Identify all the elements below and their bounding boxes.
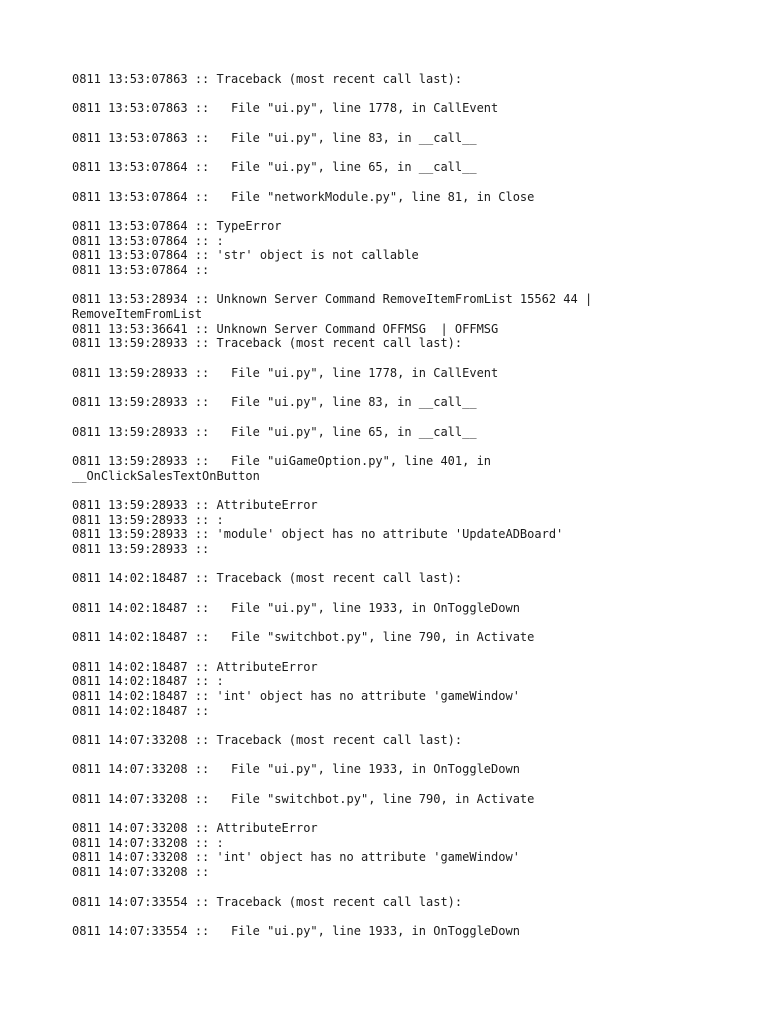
log-line: 0811 13:59:28933 :: File "ui.py", line 1778, in CallEvent [72, 365, 499, 380]
blank-line [72, 410, 692, 425]
log-line: 0811 14:07:33208 :: File "switchbot.py", line 790, in Activate [72, 791, 535, 806]
log-line: 0811 13:53:07864 :: TypeError [72, 218, 282, 233]
blank-line [72, 439, 692, 454]
log-line: 0811 13:53:07864 :: File "networkModule.py", line 81, in Close [72, 189, 535, 204]
blank-line [72, 718, 692, 733]
blank-line [72, 615, 692, 630]
log-line: 0811 13:59:28933 :: File "ui.py", line 65, in __call__ [72, 424, 477, 439]
log-line: 0811 14:02:18487 :: [72, 703, 210, 718]
log-line: 0811 14:07:33208 :: File "ui.py", line 1933, in OnToggleDown [72, 762, 520, 777]
blank-line [72, 351, 692, 366]
blank-line [72, 557, 692, 572]
log-line: 0811 13:53:36641 :: Unknown Server Command OFFMSG | OFFMSG [72, 321, 499, 336]
blank-line [72, 645, 692, 660]
log-line: 0811 13:53:07864 :: 'str' object is not callable [72, 248, 419, 263]
blank-line [72, 483, 692, 498]
log-line: 0811 14:07:33208 :: : [72, 835, 224, 850]
blank-line [72, 586, 692, 601]
log-line: 0811 13:53:07863 :: File "ui.py", line 83, in __call__ [72, 130, 477, 145]
log-line: 0811 14:07:33554 :: Traceback (most recent call last): [72, 894, 463, 909]
log-line: 0811 14:02:18487 :: Traceback (most recent call last): [72, 571, 463, 586]
log-line: 0811 13:53:07864 :: File "ui.py", line 65, in __call__ [72, 160, 477, 175]
log-line: 0811 13:59:28933 :: AttributeError [72, 497, 318, 512]
blank-line [72, 909, 692, 924]
log-line: 0811 14:02:18487 :: : [72, 674, 224, 689]
log-line: 0811 14:02:18487 :: AttributeError [72, 659, 318, 674]
log-line: 0811 14:07:33208 :: [72, 865, 210, 880]
blank-line [72, 145, 692, 160]
log-line: 0811 13:53:07864 :: : [72, 233, 224, 248]
log-line: 0811 13:53:28934 :: Unknown Server Command RemoveItemFromList 15562 44 | [72, 292, 593, 307]
log-line: 0811 14:02:18487 :: File "switchbot.py", line 790, in Activate [72, 630, 535, 645]
blank-line [72, 777, 692, 792]
log-line: 0811 13:59:28933 :: File "uiGameOption.py", line 401, in [72, 453, 492, 468]
blank-line [72, 116, 692, 131]
log-line: 0811 13:59:28933 :: Traceback (most recent call last): [72, 336, 463, 351]
blank-line [72, 806, 692, 821]
log-line: 0811 13:59:28933 :: : [72, 512, 224, 527]
blank-line [72, 380, 692, 395]
blank-line [72, 87, 692, 102]
log-line: __OnClickSalesTextOnButton [72, 468, 260, 483]
blank-line [72, 880, 692, 895]
log-line: 0811 13:59:28933 :: [72, 542, 210, 556]
log-line: 0811 13:59:28933 :: 'module' object has no attribute 'UpdateADBoard' [72, 527, 564, 542]
log-line: 0811 13:53:07863 :: Traceback (most recent call last): [72, 72, 463, 86]
blank-line [72, 748, 692, 763]
log-line: 0811 14:02:18487 :: File "ui.py", line 1933, in OnToggleDown [72, 600, 520, 615]
log-line: 0811 14:02:18487 :: 'int' object has no attribute 'gameWindow' [72, 688, 520, 703]
log-line: 0811 13:53:07864 :: [72, 262, 210, 277]
log-document [72, 72, 692, 939]
log-line: 0811 14:07:33208 :: AttributeError [72, 821, 318, 836]
log-line: 0811 14:07:33208 :: Traceback (most recent call last): [72, 732, 463, 747]
log-line: 0811 13:53:07863 :: File "ui.py", line 1778, in CallEvent [72, 101, 499, 116]
blank-line [72, 278, 692, 293]
log-line: 0811 14:07:33554 :: File "ui.py", line 1933, in OnToggleDown [72, 923, 520, 938]
log-line: RemoveItemFromList [72, 307, 203, 321]
log-line: 0811 13:59:28933 :: File "ui.py", line 83, in __call__ [72, 395, 477, 410]
log-line: 0811 14:07:33208 :: 'int' object has no attribute 'gameWindow' [72, 850, 520, 865]
blank-line [72, 204, 692, 219]
blank-line [72, 175, 692, 190]
